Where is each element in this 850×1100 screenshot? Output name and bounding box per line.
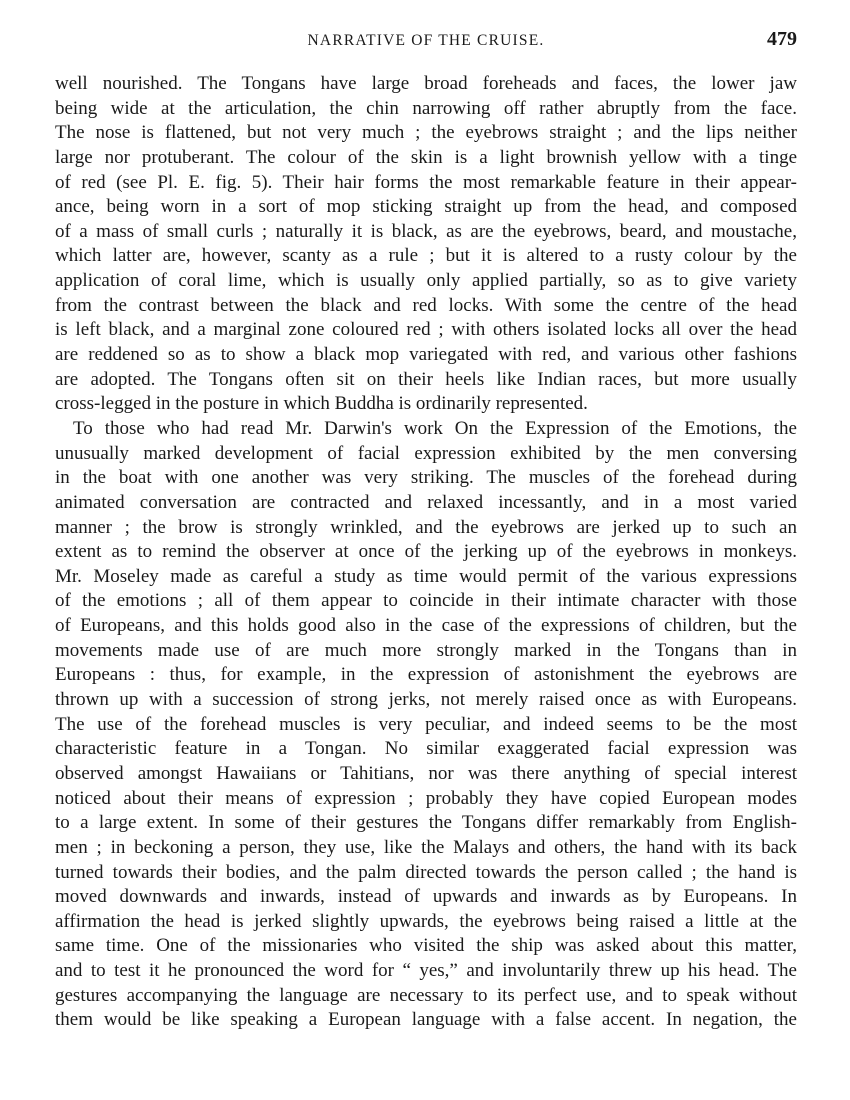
text-line: animated conversation are contracted and relaxed incessantly, and in a most varied (55, 491, 797, 513)
text-line: thrown up with a succession of strong jerks, not merely raised once as with Europeans. (55, 689, 797, 711)
page-number: 479 (767, 28, 797, 50)
text-line: manner ; the brow is strongly wrinkled, and the eyebrows are jerked up to such an (55, 516, 797, 538)
text-line: are adopted. The Tongans often sit on their heels like Indian races, but more usually (55, 368, 797, 390)
text-line: and to test it he pronounced the word for “ yes,” and involuntarily threw up his head. The (55, 960, 797, 982)
text-line: ance, being worn in a sort of mop sticking straight up from the head, and composed (55, 196, 797, 218)
text-line: extent as to remind the observer at once of the jerking up of the eyebrows in monkeys. (55, 541, 797, 563)
text-line: of red (see Pl. E. fig. 5). Their hair forms the most remarkable feature in their appear- (55, 171, 797, 193)
paragraph-2 (55, 417, 797, 1033)
text-line: of Europeans, and this holds good also in the case of the expressions of children, but the (55, 615, 797, 637)
text-line: well nourished. The Tongans have large broad foreheads and faces, the lower jaw (55, 73, 797, 94)
text-line: to a large extent. In some of their gestures the Tongans differ remarkably from English- (55, 812, 797, 834)
text-line: Mr. Moseley made as careful a study as time would permit of the various expressions (55, 565, 797, 587)
text-line: cross-legged in the posture in which Buddha is ordinarily represented. (55, 393, 588, 415)
running-title: NARRATIVE OF THE CRUISE. (307, 32, 545, 49)
text-line: of the emotions ; all of them appear to coincide in their intimate character with those (55, 590, 797, 612)
text-line: unusually marked development of facial expression exhibited by the men conversing (55, 442, 797, 464)
text-line: noticed about their means of expression ; probably they have copied European modes (55, 787, 797, 809)
text-line: To those who had read Mr. Darwin's work On the Expression of the Emotions, the (73, 417, 797, 439)
text-line: affirmation the head is jerked slightly upwards, the eyebrows being raised a little at the (55, 910, 797, 932)
text-line: is left black, and a marginal zone coloured red ; with others isolated locks all over the head (55, 319, 797, 341)
text-line: them would be like speaking a European language with a false accent. In negation, the (55, 1009, 797, 1031)
text-line: in the boat with one another was very striking. The muscles of the forehead during (55, 467, 797, 489)
text-line: movements made use of are much more strongly marked in the Tongans than in (55, 639, 797, 661)
body-text (55, 72, 797, 1033)
text-line: application of coral lime, which is usually only applied partially, so as to give variety (55, 270, 797, 292)
text-line: turned towards their bodies, and the palm directed towards the person called ; the hand is (55, 861, 797, 883)
text-line: characteristic feature in a Tongan. No similar exaggerated facial expression was (55, 738, 797, 760)
text-line: are reddened so as to show a black mop variegated with red, and various other fashions (55, 344, 797, 366)
text-line: men ; in beckoning a person, they use, like the Malays and others, the hand with its back (55, 836, 797, 858)
text-line: which latter are, however, scanty as a rule ; but it is altered to a rusty colour by the (55, 245, 797, 267)
text-line: same time. One of the missionaries who visited the ship was asked about this matter, (55, 935, 797, 957)
text-line: The use of the forehead muscles is very peculiar, and indeed seems to be the most (55, 713, 797, 735)
running-head (55, 28, 797, 54)
text-line: of a mass of small curls ; naturally it is black, as are the eyebrows, beard, and moustache, (55, 220, 797, 242)
text-line: The nose is flattened, but not very much ; the eyebrows straight ; and the lips neither (55, 122, 797, 144)
text-line: large nor protuberant. The colour of the skin is a light brownish yellow with a tinge (55, 146, 797, 168)
text-line: moved downwards and inwards, instead of upwards and inwards as by Europeans. In (55, 886, 797, 908)
text-line: observed amongst Hawaiians or Tahitians, nor was there anything of special interest (55, 762, 797, 784)
paragraph-1 (55, 72, 797, 417)
text-line: Europeans : thus, for example, in the expression of astonishment the eyebrows are (55, 664, 797, 686)
text-line: being wide at the articulation, the chin narrowing off rather abruptly from the face. (55, 97, 797, 119)
text-line: gestures accompanying the language are necessary to its perfect use, and to speak without (55, 984, 797, 1006)
text-line: from the contrast between the black and red locks. With some the centre of the head (55, 294, 797, 316)
